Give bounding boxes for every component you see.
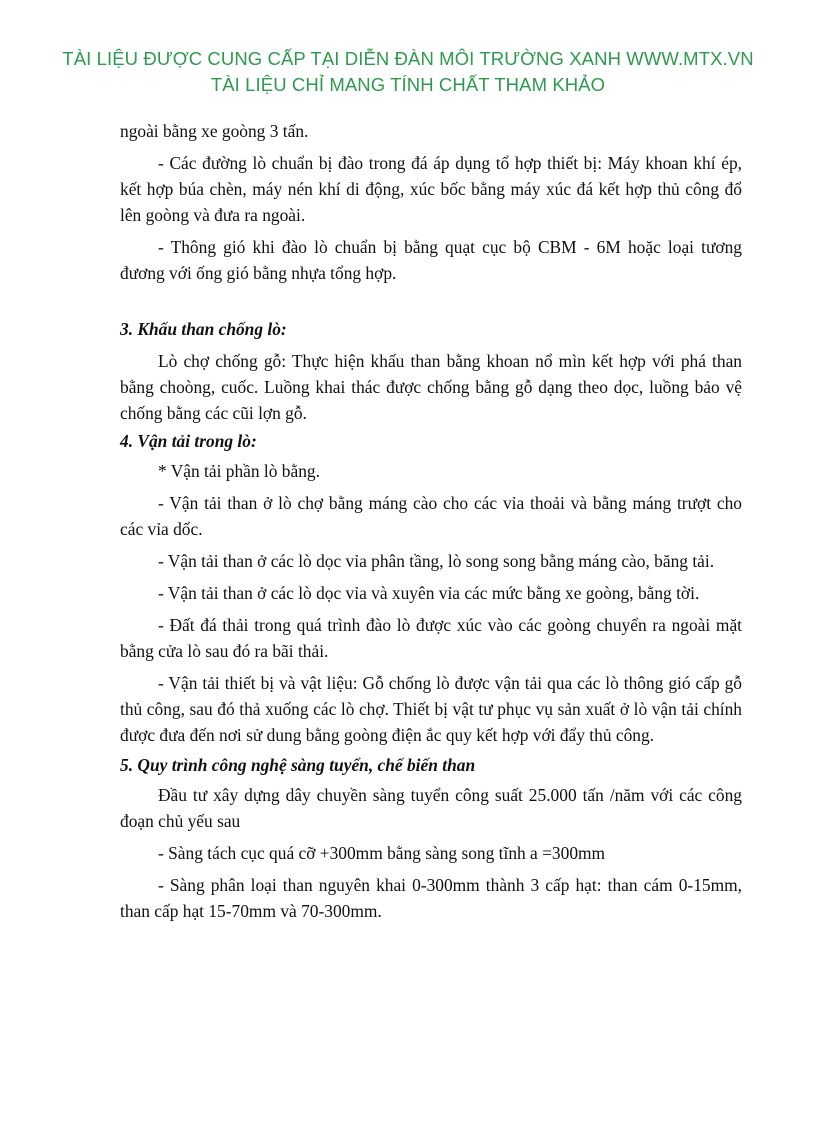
paragraph-section-4-item-3: - Vận tải than ở các lò dọc vỉa và xuyên vỉa các mức bằng xe goòng, bằng tời. — [158, 583, 700, 603]
paragraph-drilling: - Các đường lò chuẩn bị đào trong đá áp dụng tổ hợp thiết bị: Máy khoan khí ép, kết hợp búa chèn, máy nén khí di động, xúc bốc bằng máy xúc đá kết hợp thủ công đổ lên goòng và đưa ra ngoài. — [120, 153, 742, 225]
paragraph-section-4-item-1: - Vận tải than ở lò chợ bằng máng cào cho các vỉa thoải và bằng máng trượt cho các vỉa dốc. — [120, 493, 742, 539]
paragraph-section-5: Đầu tư xây dựng dây chuyền sàng tuyển công suất 25.000 tấn /năm với các công đoạn chủ yếu sau — [120, 785, 742, 831]
paragraph-section-5-item-2: - Sàng phân loại than nguyên khai 0-300mm thành 3 cấp hạt: than cám 0-15mm, than cấp hạt 15-70mm và 70-300mm. — [120, 875, 742, 921]
paragraph-section-4-intro: * Vận tải phần lò bằng. — [158, 461, 320, 481]
banner-line-1: TÀI LIỆU ĐƯỢC CUNG CẤP TẠI DIỄN ĐÀN MÔI TRƯỜNG XANH WWW.MTX.VN — [62, 48, 754, 69]
paragraph-section-4-item-2: - Vận tải than ở các lò dọc vỉa phân tầng, lò song song bằng máng cào, băng tải. — [158, 551, 715, 571]
paragraph-section-4-item-4: - Đất đá thải trong quá trình đào lò được xúc vào các goòng chuyển ra ngoài mặt bằng cửa lò sau đó ra bãi thải. — [120, 615, 742, 661]
document-body — [120, 118, 742, 924]
paragraph-section-3: Lò chợ chống gỗ: Thực hiện khấu than bằng khoan nổ mìn kết hợp với phá than bằng choòng, cuốc. Luồng khai thác được chống bằng gỗ dạng theo dọc, luồng bảo vệ chống bằng các cũi lợn gỗ. — [120, 351, 742, 423]
paragraph-intro: ngoài bằng xe goòng 3 tấn. — [120, 121, 309, 141]
section-heading-4: 4. Vận tải trong lò: — [120, 431, 257, 451]
section-heading-3: 3. Khấu than chống lò: — [120, 319, 287, 339]
banner-line-2: TÀI LIỆU CHỈ MANG TÍNH CHẤT THAM KHẢO — [210, 74, 606, 95]
paragraph-section-5-item-1: - Sàng tách cục quá cỡ +300mm bằng sàng song tĩnh a =300mm — [158, 843, 606, 863]
paragraph-section-4-item-5: - Vận tải thiết bị và vật liệu: Gỗ chống lò được vận tải qua các lò thông gió cấp gỗ thủ công, sau đó thả xuống các lò chợ. Thiết bị vật tư phục vụ sản xuất ở lò vận tải chính được đưa đến nơi sử dung bằng goòng điện ắc quy kết hợp với đẩy thủ công. — [120, 673, 742, 745]
watermark-banner — [0, 46, 816, 98]
paragraph-ventilation: - Thông gió khi đào lò chuẩn bị bằng quạt cục bộ CBM - 6M hoặc loại tương đương với ống gió bằng nhựa tổng hợp. — [120, 237, 742, 283]
section-heading-5: 5. Quy trình công nghệ sàng tuyển, chế biến than — [120, 755, 476, 775]
